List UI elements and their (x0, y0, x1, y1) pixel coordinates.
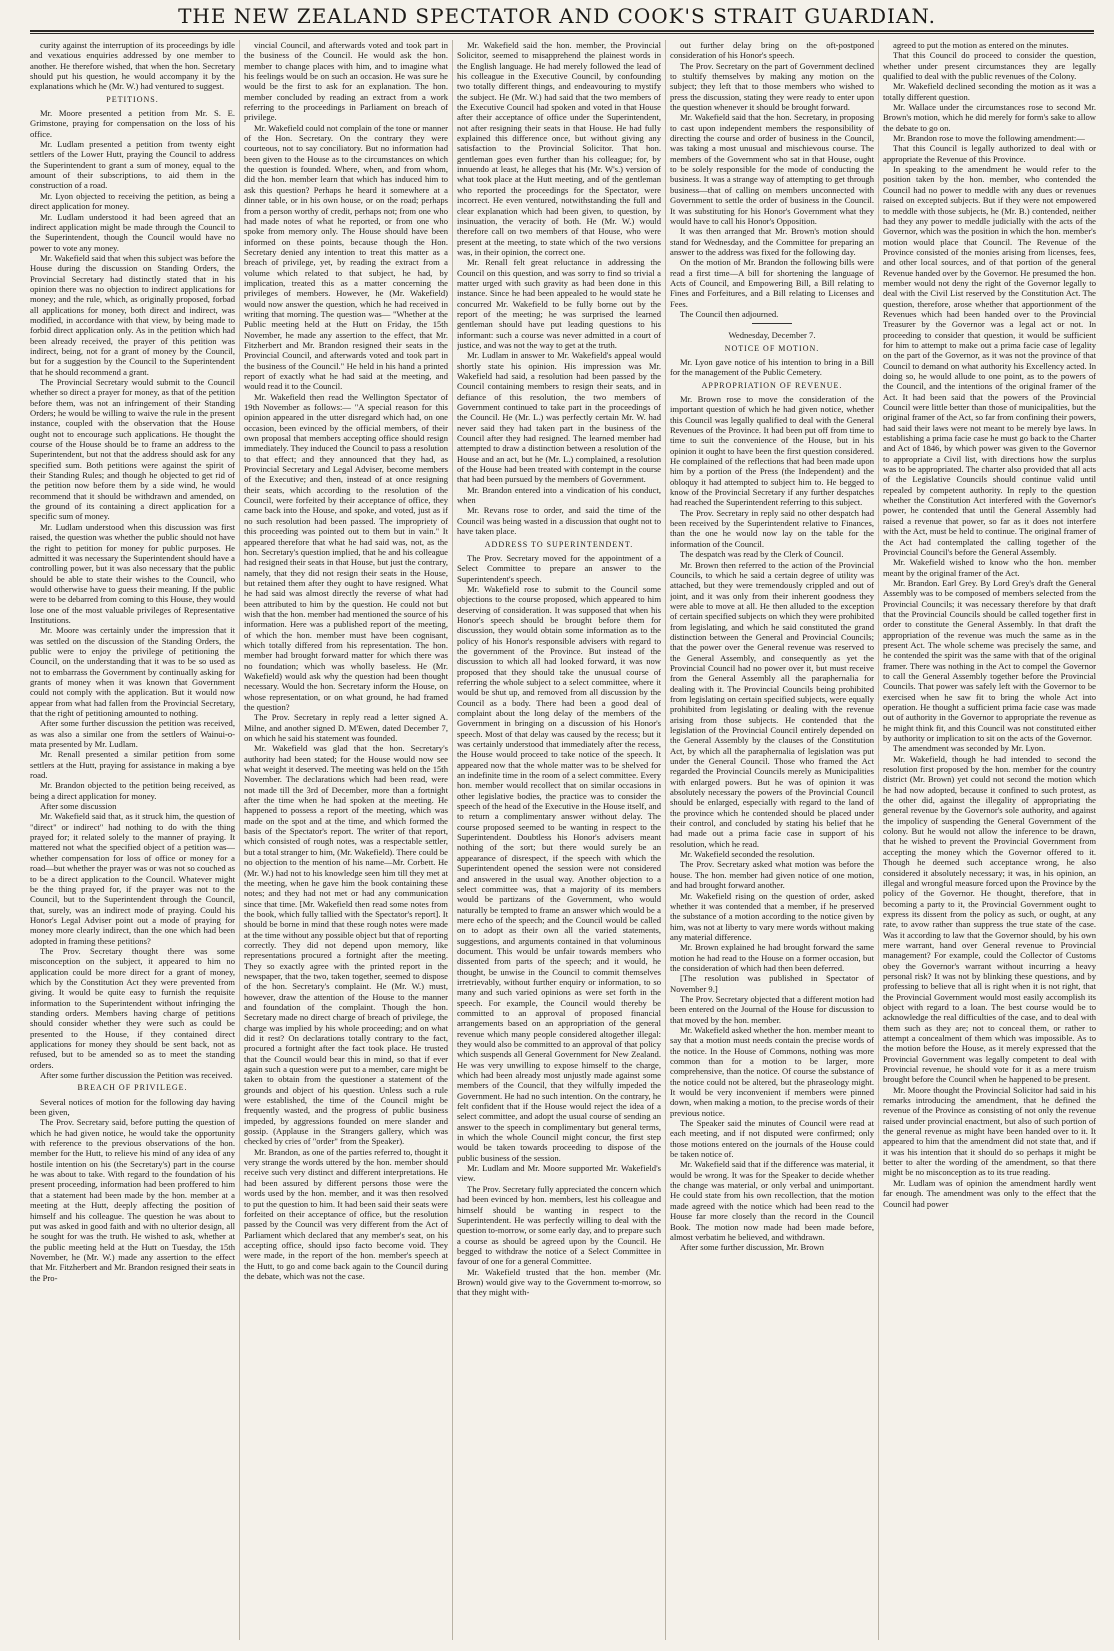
paragraph: Mr. Wakefield trusted that the hon. member (Mr. Brown) would give way to the Government to-morrow, so that they might with- (457, 1266, 661, 1298)
masthead-rule-thin (30, 33, 1094, 34)
column-divider (665, 40, 666, 1640)
paragraph: Mr. Wakefield said that if the difference was material, it would be wrong. It was for the Speaker to decide whether the change was material, or only verbal and unimportant. He could state from his own recollection, that the motion made agreed with the notice which had been read to the House far more closely than the record in the Council Book. The motion now made had been made before, almost verbatim he believed, and withdrawn. (670, 1159, 874, 1242)
paragraph: The Council then adjourned. (680, 308, 779, 319)
paragraph: Mr. Lyon gave notice of his intention to bring in a Bill for the management of the Public Cemetery. (670, 356, 874, 378)
paragraph: Mr. Lyon objected to receiving the petition, as being a direct application for money. (30, 190, 235, 212)
paragraph: Mr. Wakefield rising on the question of order, asked whether it was contended that a member, if he preserved the substance of a motion according to the notice given by him, was not at liberty to vary mere words without making any material difference. (670, 890, 874, 942)
paragraph: It was then arranged that Mr. Brown's motion should stand for Wednesday, and the Committee for preparing an answer to the address was fixed for the following day. (670, 226, 874, 257)
paragraph: Mr. Wakefield could not complain of the tone or manner of the Hon. Secretary. On the contrary they were courteous, not to say conciliatory. But no information had been given to the House as to the circumstances on which the question is founded. Where, when, and from whom, did the hon. member learn that which has induced him to ask this question? Perhaps he heard it somewhere at a dinner table, or in his own house, or on the road; perhaps from a person worthy of credit, perhaps not; from one who had made notes of what he reported, or from one who spoke from memory only. The House should have been informed on these points, because though the Hon. Secretary denied any intention to treat this matter as a breach of privilege, yet, by reading the extract from a volume which related to that subject, he had, by implication, treated this as a matter concerning the privileges of members. However, he (Mr. Wakefield) would now answer the question, which he had received in writing that morning. The question was— "Whether at the Public meeting held at the Hutt on Friday, the 15th November, he made any assertion to the effect, that Mr. Fitzherbert and Mr. Brandon resigned their seats in the Provincial Council, and afterwards voted and took part in the business of the Council." He held in his hand a printed report of exactly what he had said at the meeting, and would read it to the Council. (244, 122, 448, 392)
section-heading: BREACH OF PRIVILEGE. (77, 1083, 188, 1093)
paragraph: Mr. Renall felt great reluctance in addressing the Council on this question, and was sorry to find so trivial a matter urged with such gravity as had been done in this instance. Since he had been appealed to he would state he concurred Mr. Wakefield to be fully borne out by the report of the meeting; he was surprised the learned gentleman should have put leading questions to his informant: such a course was never admitted in a court of justice, and was not the way to get at the truth. (457, 257, 661, 350)
paragraph: vincial Council, and afterwards voted and took part in the business of the Council. He would ask the hon. member to change places with him, and to imagine what his feelings would be on such an occasion. He was sure he would be the first to ask for an explanation. The hon. member concluded by reading an extract from a work referring to the proceedings in Parliament on breach of privilege. (244, 40, 448, 123)
paragraph: out further delay bring on the oft-postponed consideration of his Honor's speech. (670, 40, 874, 61)
paragraph: After some further discussion the petition was received, as was also a similar one from the settlers of Wainui-o-mata presented by Mr. Ludlam. (30, 718, 235, 750)
paragraph: Mr. Wakefield then read the Wellington Spectator of 19th November as follows:— "A special reason for this opinion appeared in the utter disregard which had, on one occasion, been evinced by the official members, of their own proposal that members accepting office should resign immediately. They induced the Council to pass a resolution to that effect; and they announced that they had, as Provincial Secretary and Legal Adviser, become members of the Executive; and then, instead of at once resigning their seats, which according to the resolution of the Council, were forfeited by their acceptance of office, they came back into the House, and spoke, and voted, just as if no such resolution had been passed. The impropriety of this proceeding was pointed out to them but in vain." It appeared therefore that what he had said was, not, as the hon. Secretary's question implied, that he and his colleague had resigned their seats in that House, but just the contrary, namely, that they did not resign their seats in the House, but retained them after they ought to have resigned. What he had said was almost directly the reverse of what had been attributed to him by the question. He could not but wish that the hon. member had mentioned the source of his information. Here was a published report of the meeting, of which the hon. member must have been cognisant, which totally differed from his representation. The hon. member had brought forward matter for which there was no foundation; which was wholly baseless. He (Mr. Wakefield) would ask why the question had been thought necessary. Would the hon. Secretary inform the House, on whose representation, or on what ground, he had framed the question? (244, 391, 448, 712)
section-heading: APPROPRIATION OF REVENUE. (701, 380, 843, 390)
paragraph: In speaking to the amendment he would refer to the position taken by the hon. member, who contended the Council had no power to meddle with any dues or revenues raised on excepted subjects. But if they were not empowered to meddle with those subjects, he (Mr. B.) contended, neither had they any power to meddle judicially with the acts of the Governor, which was the position in which the hon. member's motion would place that Council. The Revenue of the Province consisted of the monies arising from licenses, fees, and other local sources, and of that portion of the general Revenue handed over by the Governor. He presumed the hon. member would not deny the right of the Governor legally to deal with the Civil List reserved by the Constitution Act. The question, therefore, arose whether that apportionment of the Revenues which had been handed over to the Provincial Treasurer by the Governor was a legal act or not. In proceeding to consider that question, it would be sufficient for him to attempt to make out a prima facie case of legality on the part of the Governor, as it was not the province of that Council to demand on what authority his Excellency acted. In doing so, he would allude to one point, as to the powers of the Council, and the intentions of the original framer of the Act. It had been said that the powers of the Provincial Council were little better than those of municipalities, but the original framer of the Act, so far from confining their powers, had said their laws were not meant to be merely bye laws. In establishing a prima facie case he must go back to the Charter and Act of 1846, by which power was given to the Governor to appropriate a Civil list, with directions how the surplus was to be appropriated. The charter also provided that all acts of the Legislative Councils should continue valid until repealed by competent authority. In reply to the question whether the Constitution Act interfered with the Governor's power, he contended that until the General Assembly had raised a revenue that power, so far as it does not interfere with the Act, must be held to continue. The original framer of the Act had contemplated the calling together of the Provincial Council's before the General Assembly. (883, 164, 1096, 557)
newspaper-columns (30, 40, 1096, 1640)
paragraph: The Prov. Secretary fully appreciated the concern which had been evinced by hon. members, lest his colleague and himself should be wanting in respect to the Superintendent. He was perfectly willing to deal with the question to-morrow, or some early day, and to prepare such a course as should be agreed upon by the Council. He begged to withdraw the notice of a Select Committee in favour of one for a general Committee. (457, 1183, 661, 1267)
paragraph: Mr. Brown rose to move the consideration of the important question of which he had given notice, whether this Council was legally qualified to deal with the General Revenues of the Province. It had been put off from time to time to suit the convenience of the House, but in his opinion it ought to have been the first question considered. He complained of the reflections that had been made upon him by a portion of the Press (the Independent) and the obloquy it had attempted to subject him to. He begged to know of the Provincial Secretary if any further despatches had reached the Superintendent referring to this subject. (670, 394, 874, 508)
newspaper-title: THE NEW ZEALAND SPECTATOR AND COOK'S STRAIT GUARDIAN. (178, 4, 936, 28)
paragraph: Mr. Ludlam understood it had been agreed that an indirect application might be made through the Council to the Superintendent, though the Council would have no power to vote any money. (30, 211, 235, 253)
paragraph: Mr. Wakefield wished to know who the hon. member meant by the original framer of the Act. (883, 557, 1096, 578)
paragraph: Mr. Wakefield said that when this subject was before the House during the discussion on Standing Orders, the Provincial Secretary had distinctly stated that in his opinion there was no objection to indirect applications for money; and the rule, which, as originally proposed, forbad all applications for money, both direct and indirect, was modified, in accordance with that view, by being made to forbid direct application only. As in the petition which had been already received, the prayer of this petition was indirect, being, not for a grant of money by the Council, but for a suggestion by the Council to the Superintendent that he should recommend a grant. (30, 252, 235, 377)
column-divider (878, 40, 879, 1640)
paragraph: Mr. Ludlam was of opinion the amendment hardly went far enough. The amendment was only to the effect that the Council had power (883, 1177, 1096, 1209)
paragraph: Mr. Moore was certainly under the impression that it was settled on the discussion of the Standing Orders, the public were to enjoy the privilege of petitioning the Council, on the understanding that it was to be so used as not to embarrass the Government by continually asking for grants of money when it was known that Government could not comply with the application. But it would now appear from what had fallen from the Provincial Secretary, that the right of petitioning amounted to nothing. (30, 625, 235, 718)
paragraph: The despatch was read by the Clerk of Council. (680, 549, 844, 560)
paragraph: The Prov. Secretary moved for the appointment of a Select Committee to prepare an answer to the Superintendent's speech. (457, 552, 661, 584)
paragraph: That this Council do proceed to consider the question, whether under present circumstances they are legally qualified to deal with the public revenues of the Colony. (883, 50, 1096, 82)
masthead (0, 0, 1114, 36)
paragraph: Mr. Wakefield seconded the resolution. (680, 849, 815, 860)
paragraph: Mr. Brown then referred to the action of the Provincial Councils, to which he said a certain degree of utility was attached, but they were tremendously crippled and out of joint, and it was only from their inherent goodness they were able to move at all. He then alluded to the exception of certain specified subjects on which they were prohibited from legislating, and which he said constituted the grand distinction between the General and Provincial Councils; that the power over the General revenue was reserved to the General Assembly, and consequently as yet the Provincial Council had no power over it, but must receive from the General Assembly all the paraphernalia for dealing with it. The Provincial Councils being prohibited from legislating on certain specified subjects, were equally prohibited from legislating or dealing with the revenue arising from those subjects. He contended that the legislation of the Provincial Council entirely depended on the General Assembly by the clauses of the Constitution Act, by which all the paraphernalia of legislation was put under the General Council. Those who framed the Act regarded the Provincial Councils merely as Municipalities with enlarged powers. But he was of opinion it was absolutely necessary the powers of the Provincial Council should be enlarged, especially with regard to the land of the province which he contended should be placed under their control, and concluded by stating his belief that he had made out a prima facie case in support of his resolution, which he read. (670, 559, 874, 849)
column-divider (452, 40, 453, 1640)
paragraph: Mr. Wakefield said that, as it struck him, the question of "direct" or indirect" had nothing to do with the thing prayed for; it related solely to the manner of praying. It mattered not what the specified object of a petition was—whether compensation for loss of office or money for a road—but whether the prayer was or was not so couched as to be a direct application to the Council. Whatever might be the thing prayed for, if the prayer was not to the Council, but to the Superintendent through the Council, that, surely, was an indirect mode of praying. Could his Honor's Legal Adviser point out a mode of praying for money more clearly indirect, than the one which had been adopted in framing these petitions? (30, 811, 235, 946)
column-divider (239, 40, 240, 1640)
paragraph: Mr. Brandon entered into a vindication of his conduct, when (457, 484, 661, 506)
paragraph: After some further discussion, Mr. Brown (680, 1242, 824, 1253)
paragraph: The Prov. Secretary in reply read a letter signed A. Milne, and another signed D. M'Ewen, dated December 7, on which he said his statement was founded. (244, 712, 448, 744)
paragraph: The Prov. Secretary thought there was some misconception on the subject, it appeared to him no application could be more direct for a grant of money, which by the Constitution Act they were prevented from giving. It would be quite easy to furnish the requisite information to the Superintendent without infringing the standing orders. Members having charge of petitions should consider whether they were such as could be presented to the House, if they contained direct applications for money they should be sent back, not as refused, but to be amended so as to meet the standing orders. (30, 945, 235, 1070)
paragraph: Mr. Brandon, as one of the parties referred to, thought it very strange the words uttered by the hon. member should receive such very distinct and different interpretations. He had been assured by different persons those were the words used by the hon. member, and it was then resolved to put the question to him. It had been said their seats were forfeited on their acceptance of office, but the resolution passed by the Council was very different from the Act of Parliament which declared that any member's seat, on his accepting office, should ipso facto become void. They were made, in the report of the hon. member's speech at the Hutt, to go and come back again to the Council during the debate, which was not the case. (244, 1146, 448, 1281)
paragraph: The Prov. Secretary asked what motion was before the house. The hon. member had given notice of one motion, and had brought forward another. (670, 859, 874, 891)
paragraph: The Provincial Secretary would submit to the Council whether so direct a prayer for money, as that of the petition before them, was not an infringement of their Standing Orders; he would be willing to waive the rule in the present instance, coupled with the observation that the House ought not to encourage such applications. He thought the course of the House should be to frame an address to the Superintendent, but not that the address should ask for any specified sum. Both petitions were against the spirit of their Standing Rules; and though he objected to get rid of the petition now before them by a side wind, he would recommend that it should be withdrawn and amended, on the ground of its containing a direct application for a specific sum of money. (30, 377, 235, 522)
paragraph: Mr. Wakefield said that the hon. Secretary, in proposing to cast upon independent members the responsibility of directing the course and order of business in the Council, was taking a most unusual and mischievous course. The members of the Government who sat in that House, ought to be solely responsible for the mode of conducting the business. It was a strange way of attempting to get through business—that of calling on members unconnected with Government to settle the order of business in the Council. It was substituting for his Honor's Government what they would have to call his Honor's Opposition. (670, 112, 874, 226)
paragraph: Mr. Ludlam understood when this discussion was first raised, the question was whether the public should not have the right to petition for money for public purposes. He admitted it was necessary the Superintendent should have a controlling power, but it was also necessary that the public should be able to state their wishes to the Council, who would otherwise have to guess their meaning. If the public were to be debarred from coming to this House, they would lose one of the most valuable privileges of Representative Institutions. (30, 521, 235, 625)
masthead-rule (30, 30, 1094, 32)
paragraph: Mr. Brown explained he had brought forward the same motion he had read to the House on a former occasion, but the consideration of which had then been deferred. (670, 942, 874, 973)
paragraph: Mr. Moore thought the Provincial Solicitor had said in his remarks introducing the amendment, that he defined the revenue of the Province as consisting of not only the revenue raised under provincial enactment, but also of such portion of the general revenue as might have been handed over to it. It appeared to him that the amendment did not state that, and if it was his intention that it should do so perhaps it might be better to alter the wording of the amendment, so that there might be no misconception as to its true reading. (883, 1084, 1096, 1178)
column-1 (30, 40, 235, 1640)
paragraph: Mr. Renall presented a similar petition from some settlers at the Hutt, praying for assistance in making a bye road. (30, 749, 235, 781)
paragraph: After some discussion (40, 801, 117, 812)
column-4 (670, 40, 874, 1640)
paragraph: The Prov. Secretary on the part of Government declined to stultify themselves by making any motion on the subject; they left that to those members who wished to press the discussion, stating they were ready to enter upon the question whenever it should be brought forward. (670, 60, 874, 113)
paragraph: Mr. Wallace under the circumstances rose to second Mr. Brown's motion, which he did merely for form's sake to allow the debate to go on. (883, 102, 1096, 133)
paragraph: The Prov. Secretary said, before putting the question of which he had given notice, he would take the opportunity with reference to the previous observations of the hon. member for the Hutt, to relieve his mind of any idea of any hostile intention on his (the Secretary's) part in the course he was about to take. With regard to the foundation of his present proceeding, information had been proffered to him that a statement had been made by the hon. member at a meeting at the Hutt, deeply affecting the position of himself and his colleague. The question he was about to put was asked in good faith and with no ulterior design, all he sought for was the truth. He wished to ask, whether at the public meeting held at the Hutt on Tuesday, the 15th November, he (Mr. W.) made any assertion to the effect that Mr. Fitzherbert and Mr. Brandon resigned their seats in the Pro- (30, 1117, 235, 1283)
column-5 (883, 40, 1096, 1640)
paragraph: The Speaker said the minutes of Council were read at each meeting, and if not disputed were confirmed; only those motions entered on the journals of the House could be taken notice of. (670, 1118, 874, 1160)
paragraph: Several notices of motion for the following day having been given, (30, 1096, 235, 1118)
paragraph: That this Council is legally authorized to deal with or appropriate the Revenue of this Province. (883, 143, 1096, 164)
paragraph: [The resolution was published in Spectator of November 9.] (670, 973, 874, 994)
paragraph: The Prov. Secretary in reply said no other despatch had been received by the Superintendent relative to Finances, than the one he would now lay on the table for the information of the Council. (670, 507, 874, 549)
column-3 (457, 40, 661, 1640)
section-heading: ADDRESS TO SUPERINTENDENT. (484, 539, 634, 549)
paragraph: Mr. Brandon objected to the petition being received, as being a direct application for money. (30, 780, 235, 801)
paragraph: Mr. Ludlam and Mr. Moore supported Mr. Wakefield's view. (457, 1163, 661, 1184)
paragraph: Mr. Wakefield was glad that the hon. Secretary's authority had been stated; for the House would now see what weight it deserved. The meeting was held on the 15th November. The declarations which had been read, were not made till the 3rd of December, more than a fortnight after the time when he had spoken at the meeting. He happened to possess a report of the meeting, which was made on the spot and at the time, and which formed the basis of the Spectator's report. The writer of that report, which consisted of rough notes, was a respectable settler, but a total stranger to him, (Mr. Wakefield). There could be no objection to the mention of his name—Mr. Corbett. He (Mr. W.) had not to his knowledge seen him till they met at the meeting, when he gave him the book containing these notes; and they had not met or had any communication since that time. [Mr. Wakefield then read some notes from the book, which fully tallied with the Spectator's report]. It should be borne in mind that these rough notes were made at the time without any possible object but that of reporting correctly. They did not depend upon memory, like representations procured a fortnight after the meeting. They so exactly agree with the printed report in the newspaper, that the two, taken together, seemed to dispose of the hon. Secretary's complaint. He (Mr. W.) must, however, draw the attention of the House to the manner and foundation of the complaint. Though the hon. Secretary made no direct charge of breach of privilege, the charge was implied by his whole proceeding; and on what did it rest? On declarations totally contrary to the fact, procured a fortnight after the fact took place. He trusted that the Council would bear this in mind, so that if ever again such a question were put to a member, care might be taken to obtain from the questioner a statement of the grounds and object of his question. Unless such a rule were established, the time of the Council might be frequently wasted, and the progress of public business impeded, by aggressions founded on mere slander and gossip. (Applause in the Strangers gallery, which was checked by cries of "order" from the Speaker). (244, 743, 448, 1147)
paragraph: On the motion of Mr. Brandon the following bills were read a first time—A bill for shortening the language of Acts of Council, and Empowering Bill, a Bill relating to Fines and Forfeitures, and a Bill relating to Licenses and Fees. (670, 257, 874, 309)
paragraph: agreed to put the motion as entered on the minutes. (893, 40, 1069, 50)
column-2 (244, 40, 448, 1640)
paragraph: Mr. Wakefield declined seconding the motion as it was a totally different question. (883, 81, 1096, 102)
date-heading: Wednesday, December 7. (728, 330, 816, 341)
paragraph: The Prov. Secretary objected that a different motion had been entered on the Journal of the House for discussion to that moved by the hon. member. (670, 993, 874, 1025)
paragraph: Mr. Brandon rose to move the following amendment:— (893, 133, 1085, 144)
section-heading: NOTICE OF MOTION. (724, 343, 820, 353)
section-divider (752, 323, 792, 324)
paragraph: After some further discussion the Petition was received. (40, 1070, 233, 1081)
paragraph: Mr. Ludlam in answer to Mr. Wakefield's appeal would shortly state his opinion. His impression was Mr. Wakefield had said, a resolution had been passed by the Council containing members to resign their seats, and in defiance of this resolution, the two members of Government continued to take part in the proceedings of the Council. He (Mr. L.) was perfectly certain Mr. W. had never said they had taken part in the business of the Council after they had resigned. The learned member had attempted to draw a distinction between a resolution of the House and an act, but he (Mr. L.) complained, a resolution of the House had been treated with contempt in the course that had been pursued by the members of Government. (457, 350, 661, 485)
paragraph: curity against the interruption of its proceedings by idle and vexatious enquiries addressed by one member to another. He therefore wished, that when the hon. Secretary should put his question, he would accompany it by the explanations which he (Mr. W.) had ventured to suggest. (30, 40, 235, 92)
paragraph: Mr. Brandon. Earl Grey. By Lord Grey's draft the General Assembly was to be composed of members selected from the Provincial Councils; it was necessary therefore by that draft that the Provincial Councils should be called together first in order to constitute the General Assembly. In that draft the appropriation of the revenue was much the same as in the present Act. The whole scheme was precisely the same, and he contended the spirit was the same with that of the original framer. There was nothing in the Act to compel the Governor to call the General Assembly together before the Provincial Councils. That power was safely left with the Governor to be exercised when he saw fit to bring the whole Act into operation. He thought a sufficient prima facie case was made out of authority in the Governor to appropriate the revenue as he might think fit, and this Council was not constituted either by authority or implication to sit on the acts of the Governor. (883, 577, 1096, 744)
paragraph: The amendment was seconded by Mr. Lyon. (893, 743, 1046, 754)
section-heading: PETITIONS. (106, 94, 159, 104)
paragraph: Mr. Ludlam presented a petition from twenty eight settlers of the Lower Hutt, praying the Council to address the Superintendent to grant a sum of money, equal to the amount of their subscriptions, to aid them in the construction of a road. (30, 139, 235, 191)
paragraph: Mr. Wakefield asked whether the hon. member meant to say that a motion must needs contain the precise words of the notice. In the House of Commons, nothing was more common than for a motion to be larger, more comprehensive, than the notice. Of course the substance of the notice could not be altered, but the phraseology might. It would be very inconvenient if members were pinned down, when making a motion, to the precise words of their previous notice. (670, 1024, 874, 1118)
paragraph: Mr. Wakefield, though he had intended to second the resolution first proposed by the hon. member for the country district (Mr. Brown) yet could not second the motion which he had now adopted, because it confined to such protest, as the other did, against the illegality of appropriating the general revenue by the Governor's sole authority, and against the impolicy of suspending the General Government of the colony. But he would not allow the inference to be drawn, that he wished to prevent the Provincial Government from accepting the money which the Governor offered to it. Though he deemed such acceptance wrong, he also considered it absolutely necessary; it was, in his opinion, an illegal and wrongful measure forced upon the Province by the policy of the Governor. He thought, therefore, that in becoming a party to it, the Provincial Government ought to express its dissent from the policy as such, or ought, at any rate, to avow rather than suppress the true state of the case. Was it according to law that the Governor should, by his own mere warrant, hand over General revenue to Provincial management? For example, could the Collector of Customs obey the Governor's warrant without incurring a heavy personal risk? It was not by blinking these questions, and by professing to believe that all is right when it is not right, that the Provincial Government would most easily accomplish its object with regard to a loan. The best course would be to acknowledge the real difficulties of the case, and to deal with them such as they are; not to conceal them, or rather to attempt a concealment of them which was impossible. As to the motion before the House, as it merely expressed that the Provincial Government was legally competent to deal with Provincial revenue, he should vote for it as a mere truism brought before the Council when he happened to be present. (883, 753, 1096, 1085)
paragraph: Mr. Moore presented a petition from Mr. S. E. Grimstone, praying for compensation on the loss of his office. (30, 108, 235, 139)
paragraph: Mr. Wakefield said the hon. member, the Provincial Solicitor, seemed to misapprehend the plainest words in the English language. He had merely followed the lead of his colleague in the Executive Council, by confounding two totally different things, and endeavouring to mystify the subject. He (Mr. W.) had said that the two members of the Executive Council had spoken and voted in that House after their acceptance of office under the Superintendent, not after resigning their seats in that House. He had fully explained this difference once, but without giving any satisfaction to the Provincial Solicitor. That hon. gentleman goes even further than his colleague; for, by innuendo at least, he alleges that his (Mr. W's.) version of what took place at the Hutt meeting, and of the gentleman who reported the proceedings for the Spectator, were incorrect. He even ventured, notwithstanding the full and clear explanation which had been given, to question, by insinuation, the veracity of both. He (Mr. W.) would therefore call on two members of that House, who were present at the meeting, to state which of the two versions was, in their opinion, the correct one. (457, 40, 661, 257)
paragraph: Mr. Revans rose to order, and said the time of the Council was being wasted in a discussion that ought not to have taken place. (457, 505, 661, 537)
paragraph: Mr. Wakefield rose to submit to the Council some objections to the course proposed, which appeared to him deserving of consideration. It was supposed that when his Honor's speech should be brought before them for discussion, they would obtain some information as to the policy of his Honor's responsible advisers with regard to the government of the Province. But instead of the discussion to which all had looked forward, it was now proposed that they should take the unusual course of referring the whole subject to a select committee, where it would be shut up, and removed from all discussion by the Council as a body. There had been a good deal of complaint about the long delay of the members of the Government in bringing on a discussion of his Honor's speech. Most of that delay was caused by the recess; but it was certainly understood that immediately after the recess, the House would proceed to take notice of the speech. It appeared now that the whole matter was to be shelved for an indefinite time in the room of a select committee. Every hon. member would recollect that on similar occasions in other legislative bodies, the practice was to consider the speech of the head of the Executive in the House itself, and to return a complimentary answer without delay. The course proposed seemed to be wanting in respect to the Superintendent. Doubtless his Honor's advisers meant nothing of the sort; but there would surely be an appearance of disrespect, if the speech with which the Superintendent opened the session were not considered and answered in the usual way. Another objection to a select committee was, that a majority of its members would be partizans of the Government, who would naturally be tempted to frame an answer which would be a mere echo of the speech; and the Council would be called on to adopt as their own all the varied statements, suggestions, and arguments contained in that voluminous document. This would be unfair towards members who dissented from parts of the speech; and it would, he thought, be unwise in the Council to commit themselves irretrievably, without further enquiry or information, to so many and such varied opinions as were set forth in the speech. For example, the Council would thereby be committed to an approval of proposed financial arrangements based on an appropriation of the general revenue which many people considered altogether illegal: they would also be committed to an approval of that policy which suspends all General Government for New Zealand. He was very unwilling to expose himself to the charge, which had been already most unjustly made against some members of the Council, that they wilfully impeded the Government. He had no such intention. On the contrary, he felt confident that if the House would reject the idea of a select committee, and adopt the usual course of sending an answer to the speech in complimentary but general terms, in which the whole Council might concur, the first step would be taken towards proceeding to dispose of the public business of the session. (457, 583, 661, 1163)
